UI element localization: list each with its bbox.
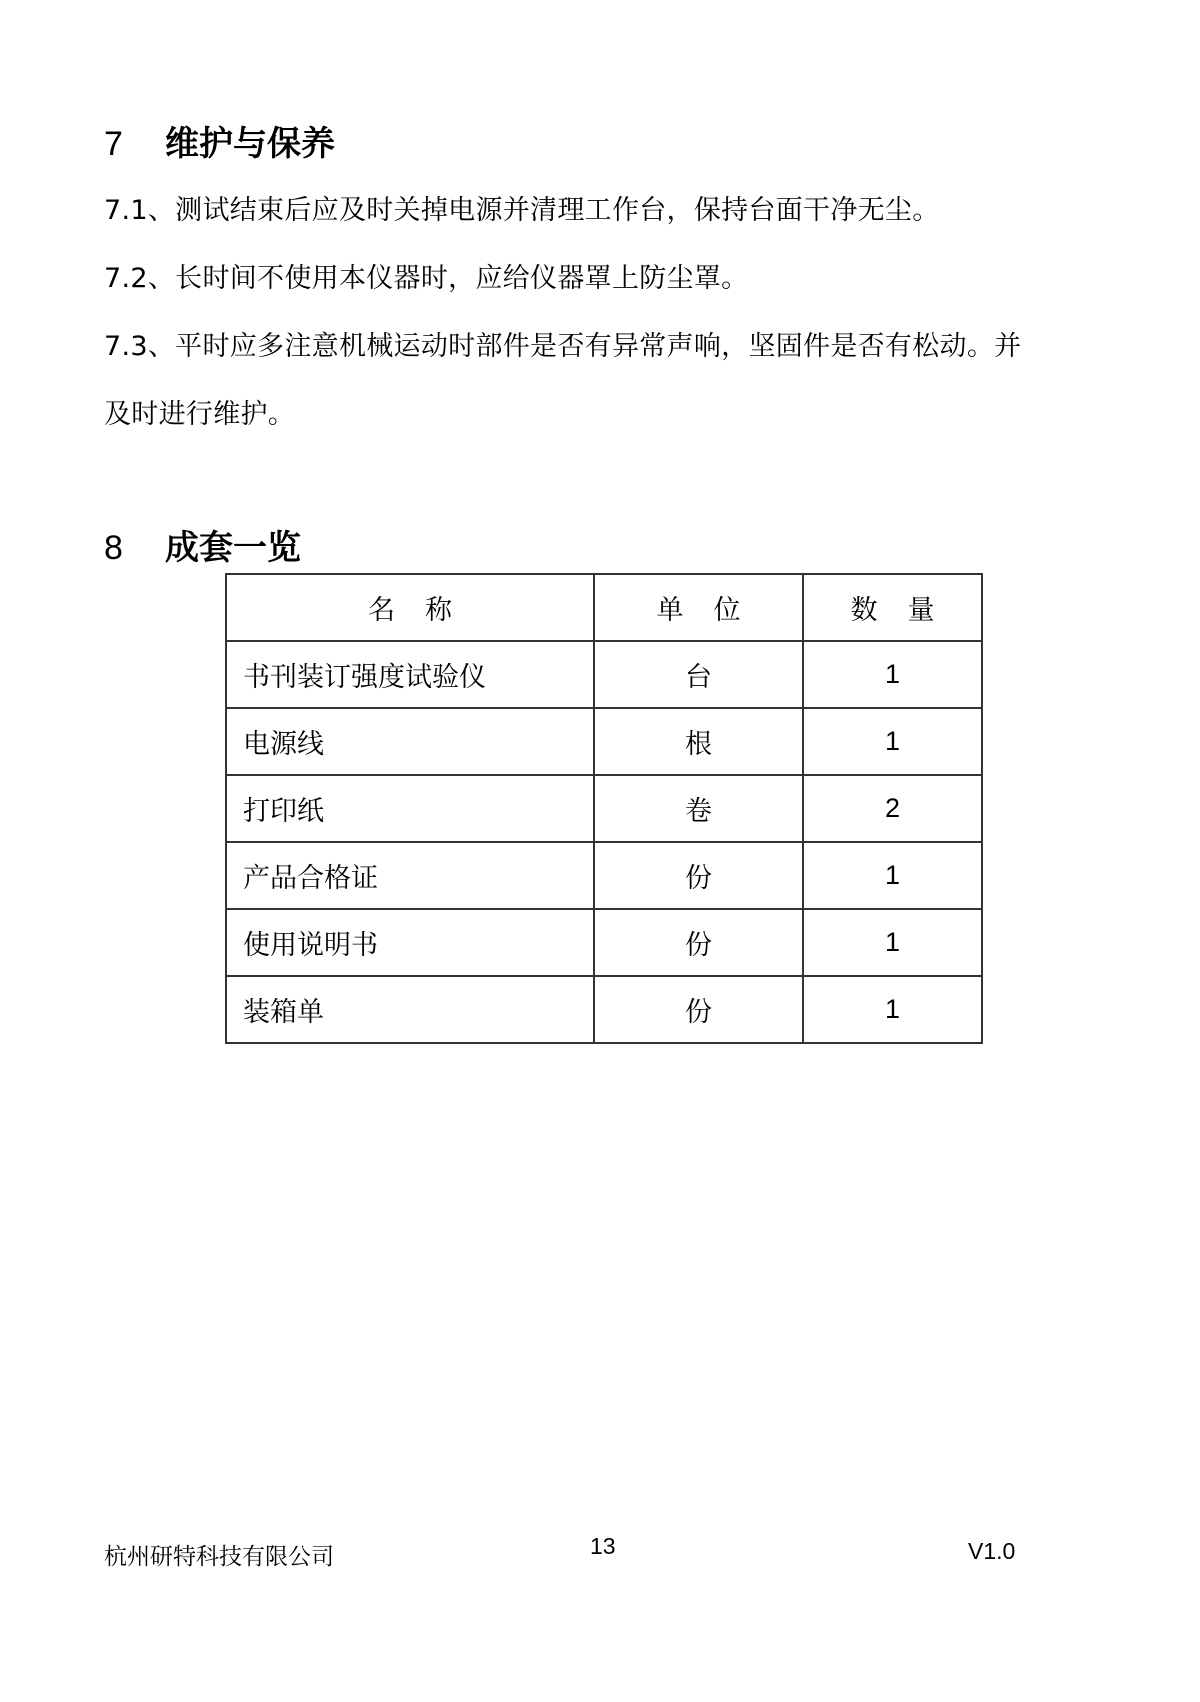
footer-company: 杭州研特科技有限公司	[104, 1544, 334, 1570]
item-name: 打印纸	[226, 775, 594, 842]
item-quantity: 1	[803, 909, 982, 976]
item-unit: 台	[594, 641, 803, 708]
section-8-number: 8	[104, 529, 123, 567]
section-7-title: 维护与保养	[165, 124, 335, 164]
table-row	[226, 909, 982, 976]
item-unit: 份	[594, 842, 803, 909]
paragraph-7-3: 7.3、平时应多注意机械运动时部件是否有异常声响，坚固件是否有松动。并	[104, 331, 1022, 362]
item-unit: 份	[594, 909, 803, 976]
item-quantity: 1	[803, 641, 982, 708]
item-name: 使用说明书	[226, 909, 594, 976]
item-name: 产品合格证	[226, 842, 594, 909]
header-name	[226, 574, 594, 641]
table-row	[226, 641, 982, 708]
item-quantity: 1	[803, 842, 982, 909]
header-name-label: 名称	[368, 595, 482, 626]
item-quantity: 1	[803, 976, 982, 1043]
item-quantity: 2	[803, 775, 982, 842]
item-quantity: 1	[803, 708, 982, 775]
item-name: 书刊装订强度试验仪	[226, 641, 594, 708]
table-row	[226, 775, 982, 842]
section-8-heading	[104, 520, 301, 569]
section-7-number: 7	[104, 125, 123, 163]
table-row	[226, 708, 982, 775]
kit-list-table	[225, 573, 983, 1044]
header-unit-label: 单位	[656, 595, 771, 626]
header-quantity	[803, 574, 982, 641]
footer-page-number: 13	[590, 1533, 616, 1559]
paragraph-7-1: 7.1、测试结束后应及时关掉电源并清理工作台，保持台面干净无尘。	[104, 195, 940, 226]
header-unit	[594, 574, 803, 641]
table-row	[226, 842, 982, 909]
section-8-title: 成套一览	[165, 528, 301, 568]
item-name: 装箱单	[226, 976, 594, 1043]
table-header-row	[226, 574, 982, 641]
item-unit: 卷	[594, 775, 803, 842]
item-unit: 根	[594, 708, 803, 775]
header-quantity-label: 数量	[850, 595, 965, 626]
footer-version: V1.0	[968, 1538, 1016, 1564]
paragraph-7-2: 7.2、长时间不使用本仪器时，应给仪器罩上防尘罩。	[104, 263, 749, 294]
paragraph-7-3-continued: 及时进行维护。	[104, 399, 296, 430]
item-name: 电源线	[226, 708, 594, 775]
item-unit: 份	[594, 976, 803, 1043]
table-row	[226, 976, 982, 1043]
section-7-heading	[104, 116, 335, 165]
